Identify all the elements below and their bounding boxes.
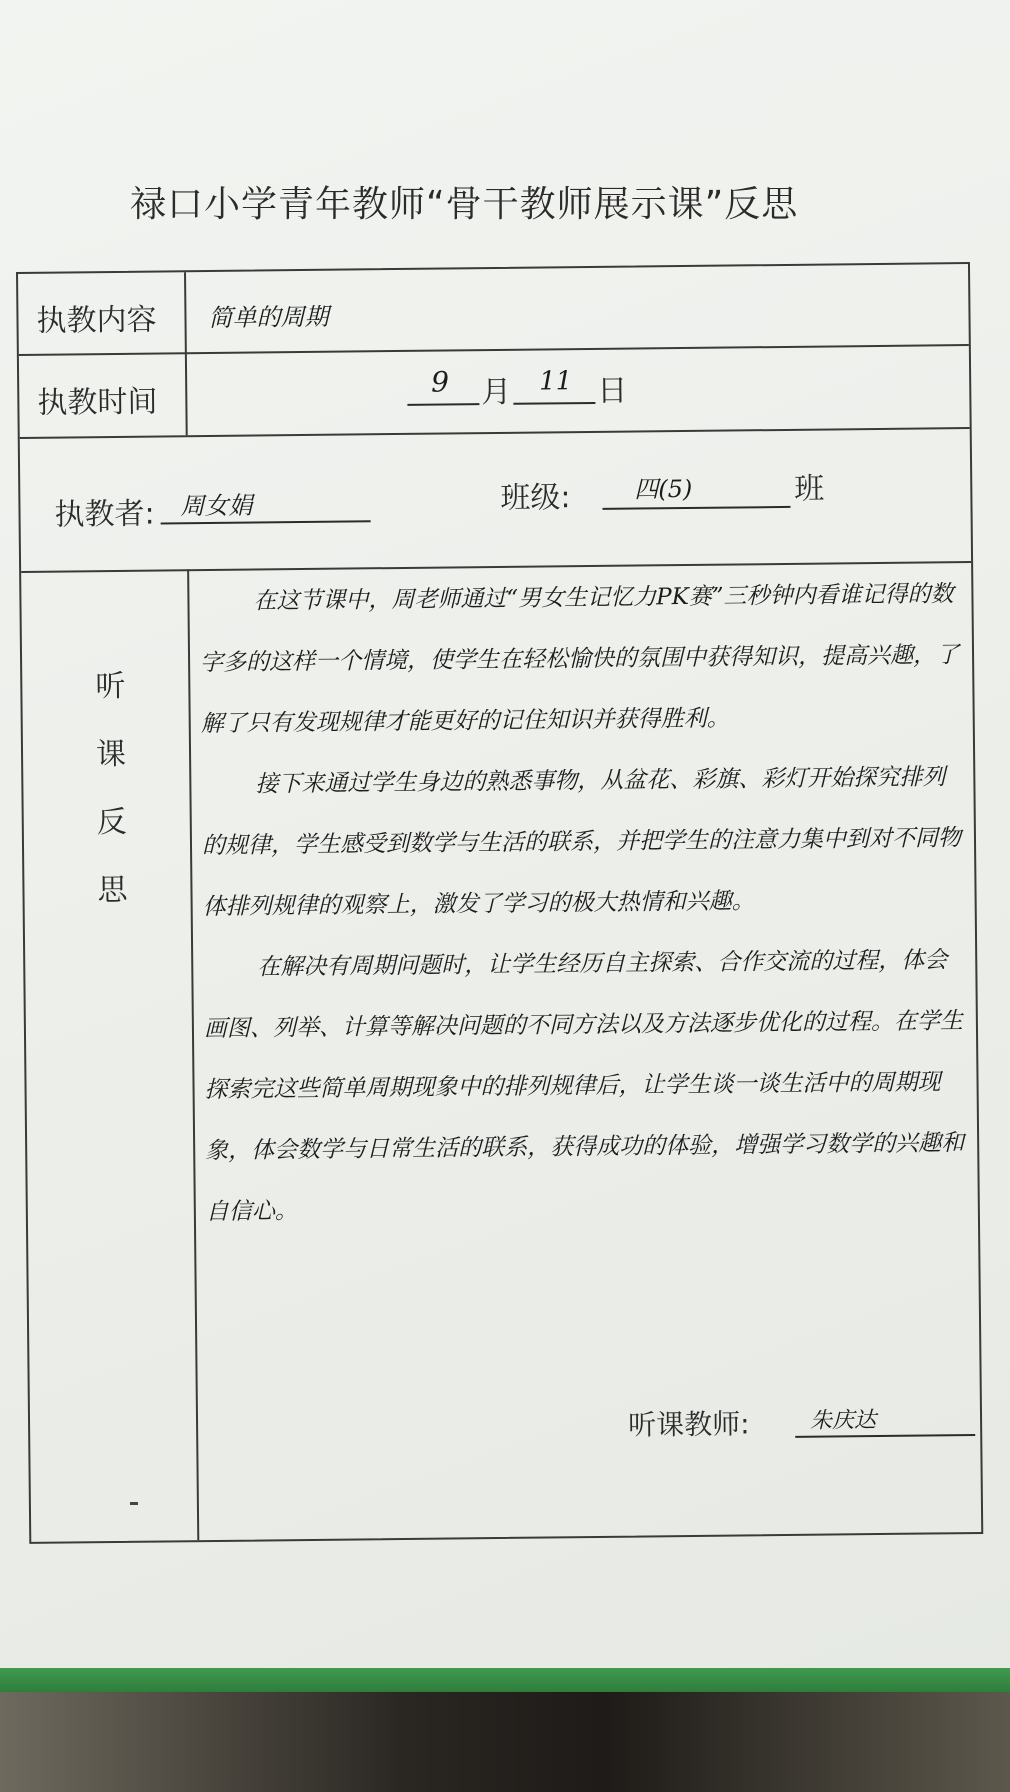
reflection-form bbox=[16, 262, 983, 1544]
month-underline bbox=[407, 403, 479, 406]
signature-label: 听课教师: bbox=[627, 1407, 750, 1442]
class-unit: 班 bbox=[794, 471, 825, 507]
column-divider bbox=[187, 569, 199, 1540]
day-unit: 日 bbox=[597, 373, 628, 409]
page-title: 禄口小学青年教师“骨干教师展示课”反思 bbox=[130, 184, 799, 225]
reflection-paragraph: 接下来通过学生身边的熟悉事物，从盆花、彩旗、彩灯开始探究排列的规律，学生感受到数学与生活的联系，并把学生的注意力集中到对不同物体排列规律的观察上，激发了学习的极大热情和兴趣。 bbox=[201, 764, 962, 921]
teacher-value: 周女娟 bbox=[180, 491, 253, 521]
day-underline bbox=[513, 402, 595, 405]
content-label: 执教内容 bbox=[36, 302, 157, 339]
teacher-label: 执教者: bbox=[54, 496, 155, 533]
class-value: 四(5) bbox=[634, 474, 693, 504]
reflection-label: 听课反思 bbox=[95, 668, 128, 909]
pen-mark bbox=[130, 1502, 138, 1505]
reflection-paragraph: 在解决有周期问题时，让学生经历自主探索、合作交流的过程，体会画图、列举、计算等解决问题的不同方法以及方法逐步优化的过程。在学生探索完这些简单周期现象中的排列规律后，让学生谈一谈生活中的周期现象，体会数学与日常生活的联系，获得成功的体验，增强学习数学的兴趣和自信心。 bbox=[203, 947, 965, 1226]
green-table-edge bbox=[0, 1668, 1010, 1692]
class-underline bbox=[603, 506, 791, 510]
reflection-body bbox=[199, 564, 966, 1243]
row-divider bbox=[20, 427, 970, 439]
table-surface bbox=[0, 1692, 1010, 1792]
day-value: 11 bbox=[539, 366, 573, 397]
content-value: 简单的周期 bbox=[208, 302, 329, 332]
row-divider bbox=[19, 344, 969, 356]
class-label: 班级: bbox=[500, 480, 571, 516]
reflection-paragraph: 在这节课中，周老师通过“男女生记忆力PK赛”三秒钟内看谁记得的数字多的这样一个情境，使学生在轻松愉快的氛围中获得知识，提高兴趣，了解了只有发现规律才能更好的记住知识并获得胜利。 bbox=[199, 581, 960, 738]
time-label: 执教时间 bbox=[37, 384, 158, 421]
month-unit: 月 bbox=[481, 374, 512, 411]
month-value: 9 bbox=[431, 365, 450, 399]
signature-value: 朱庆达 bbox=[809, 1408, 877, 1434]
